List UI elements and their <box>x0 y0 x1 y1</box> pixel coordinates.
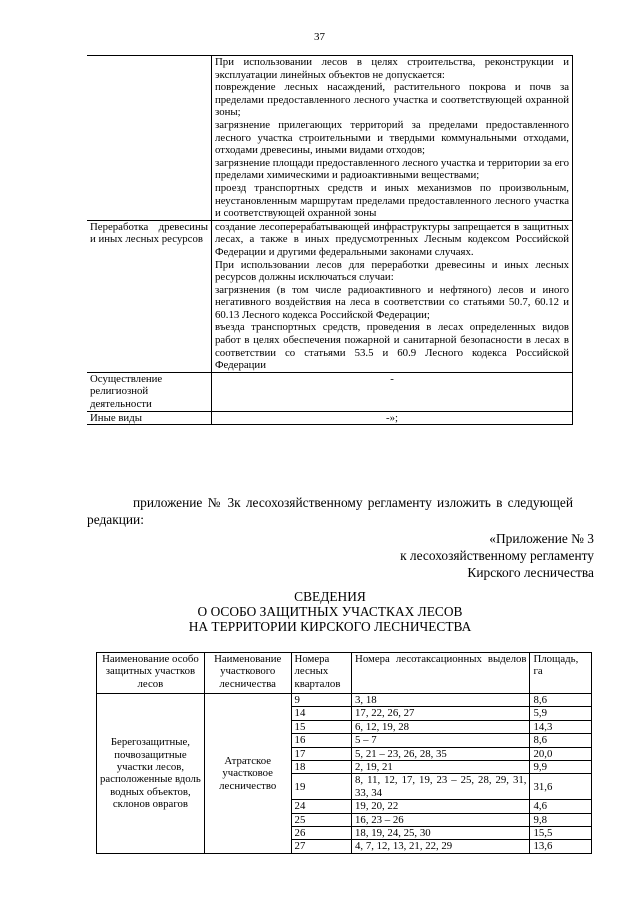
area-cell: 9,8 <box>530 813 592 826</box>
area-cell: 13,6 <box>530 840 592 853</box>
area-cell: 4,6 <box>530 800 592 813</box>
allotments-cell: 19, 20, 22 <box>352 800 530 813</box>
protected-area-name-cell: Берегозащитные, почвозащитные участки лесов, расположенные вдоль водных объектов, склонов оврагов <box>97 694 205 854</box>
table-row <box>87 411 573 425</box>
area-cell: 14,3 <box>530 720 592 733</box>
quarter-cell: 16 <box>291 734 351 747</box>
restriction-text: создание лесоперерабатывающей инфраструктуры запрещается в защитных лесах, а также в иных предусмотренных Лесным кодексом Российской Федерации и другими федеральными законами случаях. <box>215 220 569 258</box>
allotments-cell: 16, 23 – 26 <box>352 813 530 826</box>
quarter-cell: 15 <box>291 720 351 733</box>
column-header: Наименование участкового лесничества <box>204 653 291 694</box>
appendix-line: «Приложение № 3 <box>489 531 594 546</box>
quarter-cell: 25 <box>291 813 351 826</box>
protected-areas-table <box>96 652 592 854</box>
area-cell: 8,6 <box>530 734 592 747</box>
document-title <box>87 589 573 634</box>
restrictions-cell <box>212 56 573 221</box>
page-number: 37 <box>314 31 325 43</box>
quarter-cell: 19 <box>291 774 351 800</box>
area-cell: 31,6 <box>530 774 592 800</box>
table-row <box>87 56 573 221</box>
table-header-row <box>97 653 592 694</box>
allotments-cell: 18, 19, 24, 25, 30 <box>352 827 530 840</box>
amendment-paragraph: приложение № 3к лесохозяйственному регламенту изложить в следующей редакции: <box>87 495 573 527</box>
allotments-cell: 17, 22, 26, 27 <box>352 707 530 720</box>
restrictions-cell: -»; <box>212 411 573 425</box>
allotments-cell: 3, 18 <box>352 694 530 707</box>
use-type-cell: Переработка древесины и иных лесных ресурсов <box>87 220 212 372</box>
table-row <box>97 694 592 707</box>
area-cell: 15,5 <box>530 827 592 840</box>
quarter-cell: 18 <box>291 761 351 774</box>
title-line: О ОСОБО ЗАЩИТНЫХ УЧАСТКАХ ЛЕСОВ <box>197 604 463 619</box>
allotments-cell: 5 – 7 <box>352 734 530 747</box>
quarter-cell: 26 <box>291 827 351 840</box>
restrictions-cell: - <box>212 372 573 411</box>
quarter-cell: 24 <box>291 800 351 813</box>
restriction-text: При использовании лесов для переработки древесины и иных лесных ресурсов должны исключаться случаи: <box>215 258 569 284</box>
area-cell: 5,9 <box>530 707 592 720</box>
forestry-name-cell: Атратское участковое лесничество <box>204 694 291 854</box>
land-use-restrictions-table <box>87 55 573 425</box>
restriction-text: При использовании лесов в целях строительства, реконструкции и эксплуатации линейных объектов не допускается: <box>215 56 569 81</box>
quarter-cell: 14 <box>291 707 351 720</box>
quarter-cell: 27 <box>291 840 351 853</box>
allotments-cell: 5, 21 – 23, 26, 28, 35 <box>352 747 530 760</box>
table-row <box>87 220 573 372</box>
column-header: Площадь, га <box>530 653 592 694</box>
appendix-heading <box>400 530 594 581</box>
title-line: НА ТЕРРИТОРИИ КИРСКОГО ЛЕСНИЧЕСТВА <box>188 619 472 634</box>
column-header: Номера лесотаксационных выделов <box>352 653 530 694</box>
table-row <box>87 372 573 411</box>
area-cell: 9,9 <box>530 761 592 774</box>
column-header: Номера лесных кварталов <box>291 653 351 694</box>
allotments-cell: 8, 11, 12, 17, 19, 23 – 25, 28, 29, 31, 33, 34 <box>352 774 530 800</box>
restriction-text: проезд транспортных средств и иных механизмов по произвольным, неустановленным маршрутам пределами предоставленного лесного участка и соответствующей охранной зоны <box>215 181 569 220</box>
column-header: Наименование особо защитных участков лесов <box>97 653 205 694</box>
allotments-cell: 4, 7, 12, 13, 21, 22, 29 <box>352 840 530 853</box>
appendix-line: Кирского лесничества <box>467 565 594 580</box>
quarter-cell: 9 <box>291 694 351 707</box>
restriction-text: въезда транспортных средств, проведения в лесах определенных видов работ в целях обеспечения пожарной и санитарной безопасности в лесах в соответствии со статьями 53.5 и 60.9 Лесного кодекса Российской Федерации <box>215 321 569 372</box>
restriction-text: загрязнение площади предоставленного лесного участка и территории за его пределами химическими и радиоактивными веществами; <box>215 156 569 182</box>
allotments-cell: 2, 19, 21 <box>352 761 530 774</box>
restriction-text: повреждение лесных насаждений, растительного покрова и почв за пределами предоставленного лесного участка и соответствующей охранной зоны; <box>215 81 569 119</box>
use-type-cell: Осуществление религиозной деятельности <box>87 372 212 411</box>
title-line: СВЕДЕНИЯ <box>294 589 366 604</box>
use-type-cell <box>87 56 212 221</box>
restrictions-cell <box>212 220 573 372</box>
allotments-cell: 6, 12, 19, 28 <box>352 720 530 733</box>
quarter-cell: 17 <box>291 747 351 760</box>
use-type-cell: Иные виды <box>87 411 212 425</box>
restriction-text: загрязнения (в том числе радиоактивного и нефтяного) лесов и иного негативного воздействия на леса в соответствии со статьями 50.7, 60.12 и 60.13 Лесного кодекса Российской Федерации; <box>215 283 569 321</box>
area-cell: 20,0 <box>530 747 592 760</box>
area-cell: 8,6 <box>530 694 592 707</box>
appendix-line: к лесохозяйственному регламенту <box>400 548 594 563</box>
restriction-text: загрязнение прилегающих территорий за пределами предоставленного лесного участка строительными и твердыми коммунальными отходами, отходами древесины, иными видами отходов; <box>215 118 569 157</box>
